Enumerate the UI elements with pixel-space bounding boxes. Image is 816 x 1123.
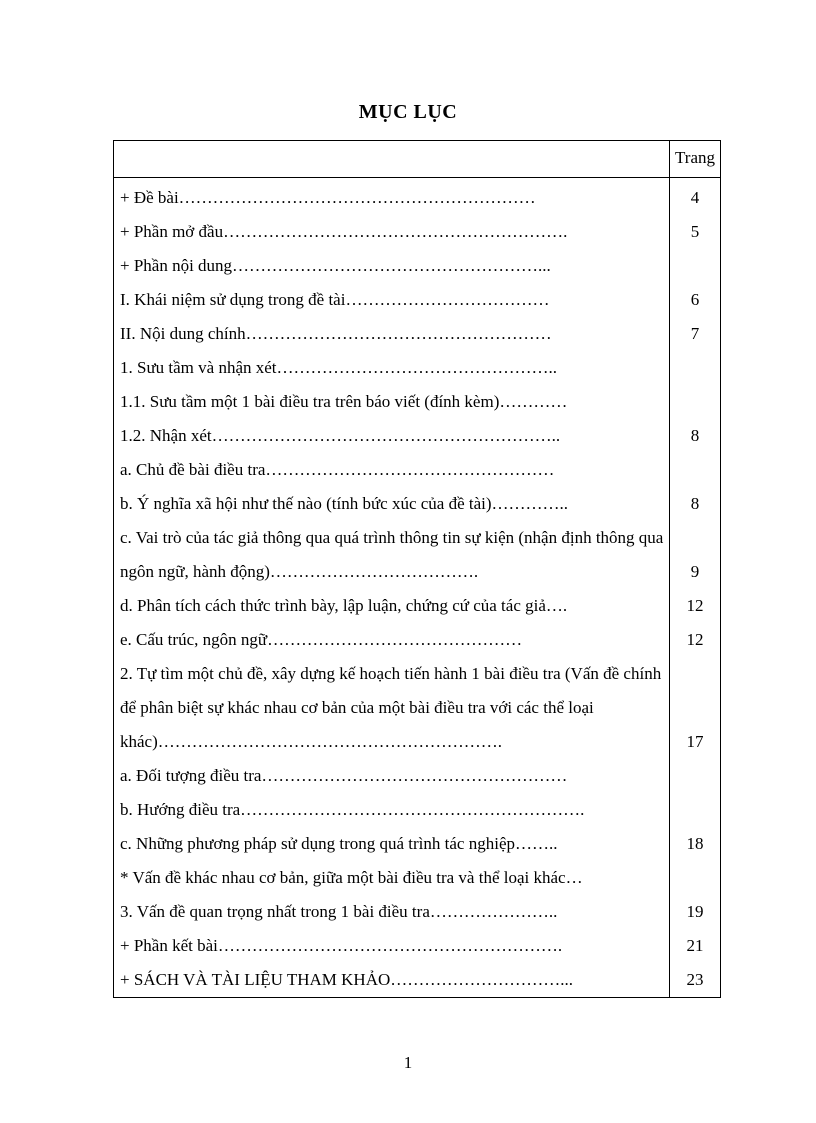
toc-entry-text: I. Khái niệm sử dụng trong đề tài……………………………… [114, 283, 670, 317]
toc-entry-page: 12 [670, 623, 721, 657]
toc-entry-page: 8 [670, 419, 721, 453]
toc-entry-text: 1. Sưu tầm và nhận xét………………………………………….. [114, 351, 670, 385]
toc-entry-text: b. Ý nghĩa xã hội như thế nào (tính bức xúc của đề tài)………….. [114, 487, 670, 521]
page-title: MỤC LỤC [358, 101, 458, 123]
table-of-contents [113, 140, 721, 998]
toc-entry-text: 1.2. Nhận xét…………………………………………………….. [114, 419, 670, 453]
toc-entry-page [670, 351, 721, 385]
toc-row [114, 895, 721, 929]
toc-entry-page [670, 249, 721, 283]
toc-row [114, 283, 721, 317]
toc-entry-text: 2. Tự tìm một chủ đề, xây dựng kế hoạch tiến hành 1 bài điều tra (Vấn đề chính để phân biệt sự khác nhau cơ bản của một bài điều tra với các thể loại khác)……………………………………………………. [114, 657, 670, 759]
toc-entry-page: 17 [670, 657, 721, 759]
toc-entry-page: 6 [670, 283, 721, 317]
toc-entry-page: 7 [670, 317, 721, 351]
toc-row [114, 521, 721, 589]
toc-entry-text: + Phần kết bài……………………………………………………. [114, 929, 670, 963]
toc-entry-page: 21 [670, 929, 721, 963]
toc-row [114, 385, 721, 419]
toc-entry-page: 8 [670, 487, 721, 521]
toc-entry-page [670, 385, 721, 419]
toc-row [114, 453, 721, 487]
toc-entry-text: + SÁCH VÀ TÀI LIỆU THAM KHẢO…………………………... [114, 963, 670, 998]
toc-entry-text: c. Vai trò của tác giả thông qua quá trình thông tin sự kiện (nhận định thông qua ngôn ngữ, hành động)………………………………. [114, 521, 670, 589]
toc-row [114, 929, 721, 963]
toc-entry-text: a. Đối tượng điều tra……………………………………………… [114, 759, 670, 793]
toc-entry-page [670, 861, 721, 895]
toc-entry-page: 9 [670, 521, 721, 589]
toc-row [114, 827, 721, 861]
toc-entry-page [670, 453, 721, 487]
toc-entry-page: 23 [670, 963, 721, 998]
toc-entry-page: 18 [670, 827, 721, 861]
toc-row [114, 759, 721, 793]
toc-row [114, 317, 721, 351]
toc-entry-text: + Phần nội dung………………………………………………... [114, 249, 670, 283]
toc-row [114, 793, 721, 827]
toc-row [114, 623, 721, 657]
header-entry-cell [114, 141, 670, 178]
toc-entry-page [670, 759, 721, 793]
toc-entry-page: 4 [670, 178, 721, 216]
toc-row [114, 589, 721, 623]
toc-entry-page: 12 [670, 589, 721, 623]
toc-entry-page: 19 [670, 895, 721, 929]
toc-row [114, 351, 721, 385]
toc-entry-text: + Đề bài……………………………………………………… [114, 178, 670, 216]
toc-entry-text: * Vấn đề khác nhau cơ bản, giữa một bài điều tra và thể loại khác… [114, 861, 670, 895]
page-number: 1 [403, 1053, 413, 1072]
table-header-row [114, 141, 721, 178]
toc-row [114, 963, 721, 998]
toc-entry-text: 1.1. Sưu tầm một 1 bài điều tra trên báo viết (đính kèm)………… [114, 385, 670, 419]
toc-entry-text: 3. Vấn đề quan trọng nhất trong 1 bài điều tra………………….. [114, 895, 670, 929]
toc-row [114, 657, 721, 759]
toc-entry-text: e. Cấu trúc, ngôn ngữ……………………………………… [114, 623, 670, 657]
toc-entry-text: + Phần mở đầu……………………………………………………. [114, 215, 670, 249]
toc-entry-text: d. Phân tích cách thức trình bày, lập luận, chứng cứ của tác giả…. [114, 589, 670, 623]
toc-row [114, 861, 721, 895]
header-page-cell: Trang [670, 141, 721, 178]
toc-entry-page [670, 793, 721, 827]
toc-entry-page: 5 [670, 215, 721, 249]
toc-row [114, 419, 721, 453]
toc-entry-text: b. Hướng điều tra……………………………………………………. [114, 793, 670, 827]
toc-entry-text: c. Những phương pháp sử dụng trong quá trình tác nghiệp…….. [114, 827, 670, 861]
toc-entry-text: II. Nội dung chính……………………………………………… [114, 317, 670, 351]
toc-row [114, 487, 721, 521]
toc-entry-text: a. Chủ đề bài điều tra…………………………………………… [114, 453, 670, 487]
toc-row [114, 249, 721, 283]
toc-row [114, 178, 721, 216]
toc-row [114, 215, 721, 249]
